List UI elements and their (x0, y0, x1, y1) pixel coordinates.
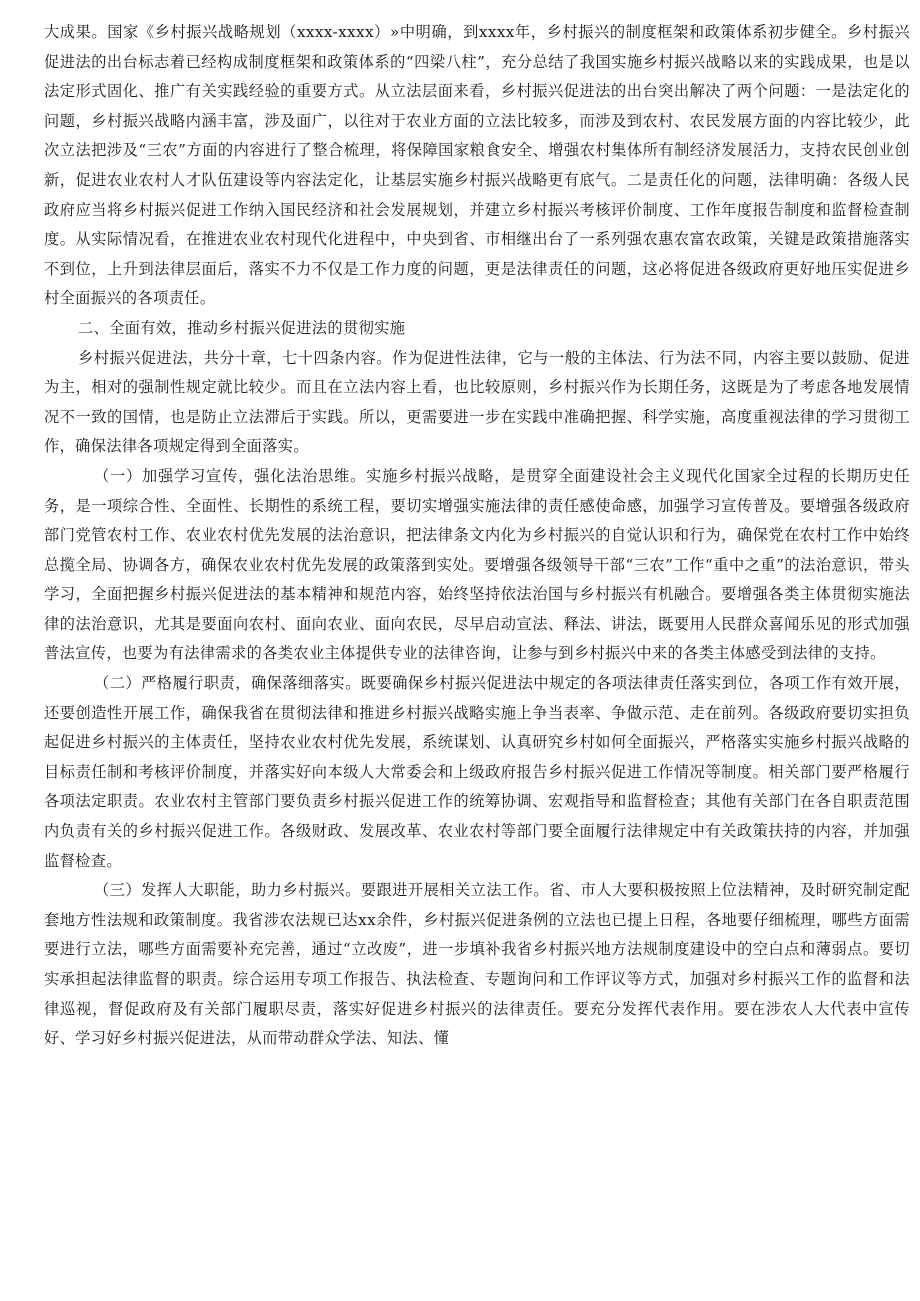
document-page (44, 18, 910, 1054)
paragraph-overview: 乡村振兴促进法，共分十章，七十四条内容。作为促进性法律，它与一般的主体法、行为法不同，内容主要以鼓励、促进为主，相对的强制性规定就比较少。而且在立法内容上看，也比较原则，乡村振兴作为长期任务，这既是为了考虑各地发展情况不一致的国情，也是防止立法滞后于实践。所以，更需要进一步在实践中准确把握、科学实施，高度重视法律的学习贯彻工作，确保法律各项规定得到全面落实。 (44, 348, 910, 456)
paragraph-item-1: （一）加强学习宣传，强化法治思维。实施乡村振兴战略，是贯穿全面建设社会主义现代化国家全过程的长期历史任务，是一项综合性、全面性、长期性的系统工程，要切实增强实施法律的责任感使命感，加强学习宣传普及。要增强各级政府部门党管农村工作、农业农村优先发展的法治意识，把法律条文内化为乡村振兴的自觉认识和行为，确保党在农村工作中始终总揽全局、协调各方，确保农业农村优先发展的政策落到实处。要增强各级领导干部“三农”工作“重中之重”的法治意识，带头学习，全面把握乡村振兴促进法的基本精神和规范内容，始终坚持依法治国与乡村振兴有机融合。要增强各类主体贯彻实施法律的法治意识，尤其是要面向农村、面向农业、面向农民，尽早启动宣法、释法、讲法，既要用人民群众喜闻乐见的形式加强普法宣传，也要为有法律需求的各类农业主体提供专业的法律咨询，让参与到乡村振兴中来的各类主体感受到法律的支持。 (44, 466, 910, 663)
paragraph-item-3: （三）发挥人大职能，助力乡村振兴。要跟进开展相关立法工作。省、市人大要积极按照上位法精神，及时研究制定配套地方性法规和政策制度。我省涉农法规已达xx余件，乡村振兴促进条例的立法也已提上日程，各地要仔细梳理，哪些方面需要进行立法，哪些方面需要补充完善，通过“立改废”，进一步填补我省乡村振兴地方法规制度建设中的空白点和薄弱点。要切实承担起法律监督的职责。综合运用专项工作报告、执法检查、专题询问和工作评议等方式，加强对乡村振兴工作的监督和法律巡视，督促政府及有关部门履职尽责，落实好促进乡村振兴的法律责任。要充分发挥代表作用。要在涉农人大代表中宣传好、学习好乡村振兴促进法，从而带动群众学法、知法、懂 (44, 881, 910, 1048)
paragraph-item-2: （二）严格履行职责，确保落细落实。既要确保乡村振兴促进法中规定的各项法律责任落实到位，各项工作有效开展，还要创造性开展工作，确保我省在贯彻法律和推进乡村振兴战略实施上争当表率、争做示范、走在前列。各级政府要切实担负起促进乡村振兴的主体责任，坚持农业农村优先发展，系统谋划、认真研究乡村如何全面振兴，严格落实实施乡村振兴战略的目标责任制和考核评价制度，并落实好向本级人大常委会和上级政府报告乡村振兴促进工作情况等制度。相关部门要严格履行各项法定职责。农业农村主管部门要负责乡村振兴促进工作的统筹协调、宏观指导和监督检查；其他有关部门在各自职责范围内负责有关的乡村振兴促进工作。各级财政、发展改革、农业农村等部门要全面履行法律规定中有关政策扶持的内容，并加强监督检查。 (44, 674, 910, 870)
section-heading: 二、全面有效，推动乡村振兴促进法的贯彻实施 (78, 318, 406, 337)
paragraph-continuation: 大成果。国家《乡村振兴战略规划（xxxx-xxxx）»中明确，到xxxx年，乡村振兴的制度框架和政策体系初步健全。乡村振兴促进法的出台标志着已经构成制度框架和政策体系的“四梁八柱”，充分总结了我国实施乡村振兴战略以来的实践成果，也是以法定形式固化、推广有关实践经验的重要方式。从立法层面来看，乡村振兴促进法的出台突出解决了两个问题：一是法定化的问题，乡村振兴战略内涵丰富，涉及面广，以往对于农业方面的立法比较多，而涉及到农村、农民发展方面的内容比较少，此次立法把涉及“三农”方面的内容进行了整合梳理，将保障国家粮食安全、增强农村集体所有制经济发展活力，支持农民创业创新，促进农业农村人才队伍建设等内容法定化，让基层实施乡村振兴战略更有底气。二是责任化的问题，法律明确：各级人民政府应当将乡村振兴促进工作纳入国民经济和社会发展规划，并建立乡村振兴考核评价制度、工作年度报告制度和监督检查制度。从实际情况看，在推进农业农村现代化进程中，中央到省、市相继出台了一系列强农惠农富农政策，关键是政策措施落实不到位，上升到法律层面后，落实不力不仅是工作力度的问题，更是法律责任的问题，这必将促进各级政府更好地压实促进乡村全面振兴的各项责任。 (44, 23, 910, 308)
